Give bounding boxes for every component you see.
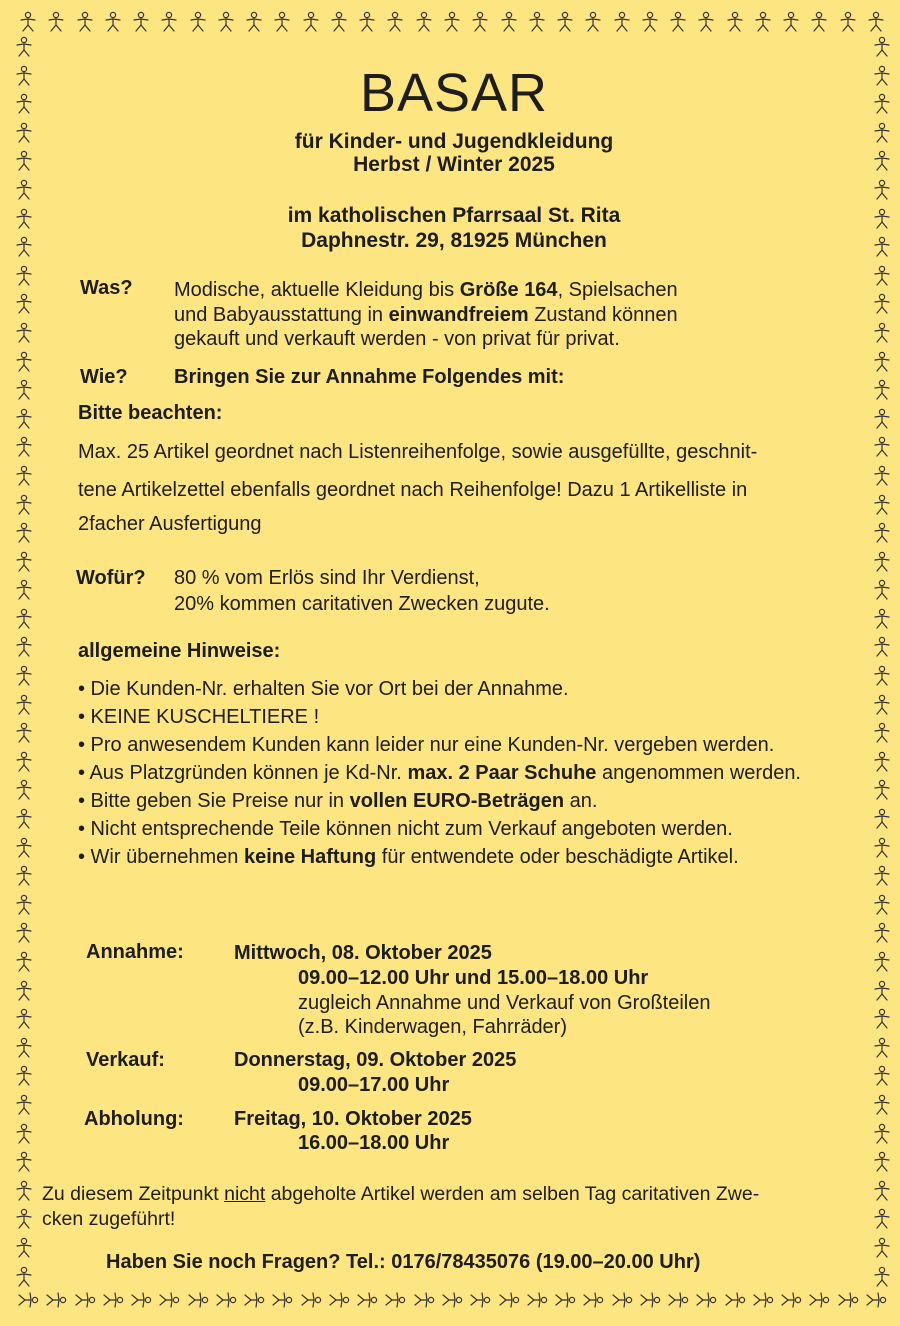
child-figure-icon [872,1037,892,1059]
child-figure-icon [872,1151,892,1173]
child-figure-icon [14,636,34,658]
abholung-time: 16.00–18.00 Uhr [298,1132,450,1154]
child-figure-icon [872,1266,892,1288]
child-figure-icon [46,11,66,33]
child-figure-icon [872,779,892,801]
child-figure-icon [14,408,34,430]
child-figure-icon [872,522,892,544]
child-figure-icon [612,11,632,33]
child-figure-icon [872,951,892,973]
child-figure-icon [872,1208,892,1230]
venue-line-2: Daphnestr. 29, 81925 München [301,229,607,252]
child-figure-icon [611,1290,633,1310]
note-line-2: tene Artikelzettel ebenfalls geordnet nach Reihenfolge! Dazu 1 Artikelliste in [78,479,748,501]
child-figure-icon [244,11,264,33]
child-figure-icon [14,837,34,859]
child-figure-icon [872,894,892,916]
child-figure-icon [188,11,208,33]
child-figure-icon [527,11,547,33]
child-figure-icon [14,1151,34,1173]
child-figure-icon [809,11,829,33]
wofuer-line-2: 20% kommen caritativen Zwecken zugute. [174,593,550,615]
child-figure-icon [75,11,95,33]
child-figure-icon [14,951,34,973]
list-item: • Aus Platzgründen können je Kd-Nr. max. 2 Paar Schuhe angenommen werden. [78,762,801,784]
child-figure-icon [243,1290,265,1310]
child-figure-icon [639,1290,661,1310]
contact-line: Haben Sie noch Fragen? Tel.: 0176/78435076 (19.00–20.00 Uhr) [106,1251,701,1273]
child-figure-icon [872,1094,892,1116]
child-figure-icon [14,865,34,887]
child-figure-icon [695,1290,717,1310]
child-figure-icon [215,1290,237,1310]
child-figure-icon [357,11,377,33]
child-figure-icon [14,1037,34,1059]
child-figure-icon [300,1290,322,1310]
child-figure-icon [872,1008,892,1030]
child-figure-icon [872,665,892,687]
child-figure-icon [752,1290,774,1310]
child-figure-icon [838,11,858,33]
child-figure-icon [872,351,892,373]
child-figure-icon [583,11,603,33]
list-item: • Bitte geben Sie Preise nur in vollen EURO-Beträgen an. [78,790,598,812]
child-figure-icon [328,1290,350,1310]
wofuer-label: Wofür? [76,567,146,589]
child-figure-icon [441,1290,463,1310]
child-figure-icon [724,1290,746,1310]
child-figure-icon [14,1123,34,1145]
child-figure-icon [14,1094,34,1116]
child-figure-icon [14,494,34,516]
hinweise-list [78,677,858,869]
child-figure-icon [301,11,321,33]
child-figure-icon [499,11,519,33]
child-figure-icon [14,265,34,287]
child-figure-icon [872,980,892,1002]
child-figure-icon [216,11,236,33]
child-figure-icon [469,1290,491,1310]
child-figure-icon [14,579,34,601]
child-figure-icon [526,1290,548,1310]
child-figure-icon [158,1290,180,1310]
note-line-1: Max. 25 Artikel geordnet nach Listenreihenfolge, sowie ausgefüllte, geschnit- [78,441,758,463]
was-line-3: gekauft und verkauft werden - von privat für privat. [174,328,620,350]
child-figure-icon [131,11,151,33]
child-figure-icon [18,11,38,33]
child-figure-icon [808,1290,830,1310]
annahme-label: Annahme: [86,941,184,963]
child-figure-icon [872,179,892,201]
child-figure-icon [384,1290,406,1310]
list-item: • Die Kunden-Nr. erhalten Sie vor Ort bei der Annahme. [78,678,569,700]
list-item: • Pro anwesendem Kunden kann leider nur eine Kunden-Nr. vergeben werden. [78,734,775,756]
child-figure-icon [872,837,892,859]
child-figure-icon [329,11,349,33]
child-figure-icon [187,1290,209,1310]
list-item: • KEINE KUSCHELTIERE ! [78,706,320,728]
child-figure-icon [14,522,34,544]
child-figure-icon [14,436,34,458]
child-figure-icon [14,1237,34,1259]
child-figure-icon [14,1208,34,1230]
child-figure-icon [159,11,179,33]
child-figure-icon [696,11,716,33]
abholung-date: Freitag, 10. Oktober 2025 [234,1108,472,1130]
child-figure-icon [356,1290,378,1310]
child-figure-icon [554,1290,576,1310]
verkauf-time: 09.00–17.00 Uhr [298,1074,450,1096]
wie-text: Bringen Sie zur Annahme Folgendes mit: [174,366,565,388]
child-figure-icon [14,551,34,573]
child-figure-icon [385,11,405,33]
child-figure-icon [872,494,892,516]
child-figure-icon [872,265,892,287]
child-figure-icon [872,808,892,830]
child-figure-icon [582,1290,604,1310]
child-figure-icon [14,751,34,773]
child-figure-icon [872,865,892,887]
page-title: BASAR [359,63,549,123]
child-figure-icon [640,11,660,33]
wie-label: Wie? [80,366,128,388]
child-figure-icon [872,1237,892,1259]
child-figure-icon [872,751,892,773]
child-figure-icon [498,1290,520,1310]
annahme-note-1: zugleich Annahme und Verkauf von Großteilen [298,992,711,1014]
child-figure-icon [872,1065,892,1087]
child-figure-icon [837,1290,859,1310]
child-figure-icon [872,408,892,430]
note-heading: Bitte beachten: [78,402,223,424]
child-figure-icon [14,179,34,201]
child-figure-icon [667,1290,689,1310]
border-bottom [18,1288,886,1312]
child-figure-icon [725,11,745,33]
child-figure-icon [14,665,34,687]
child-figure-icon [872,608,892,630]
child-figure-icon [14,465,34,487]
border-top [18,10,886,34]
child-figure-icon [14,608,34,630]
child-figure-icon [753,11,773,33]
child-figure-icon [865,1290,887,1310]
child-figure-icon [668,11,688,33]
child-figure-icon [14,722,34,744]
child-figure-icon [872,1180,892,1202]
verkauf-label: Verkauf: [86,1049,165,1071]
child-figure-icon [866,11,886,33]
subtitle-line-2: Herbst / Winter 2025 [353,153,555,176]
child-figure-icon [470,11,490,33]
hinweise-heading: allgemeine Hinweise: [78,640,281,662]
child-figure-icon [103,11,123,33]
footer-note-1: Zu diesem Zeitpunkt nicht abgeholte Artikel werden am selben Tag caritativen Zwe- [42,1183,760,1205]
child-figure-icon [872,579,892,601]
child-figure-icon [271,1290,293,1310]
child-figure-icon [14,293,34,315]
child-figure-icon [872,636,892,658]
child-figure-icon [872,379,892,401]
child-figure-icon [45,1290,67,1310]
child-figure-icon [14,36,34,58]
child-figure-icon [14,322,34,344]
child-figure-icon [14,1008,34,1030]
child-figure-icon [14,922,34,944]
child-figure-icon [872,694,892,716]
child-figure-icon [14,694,34,716]
was-line-2: und Babyausstattung in einwandfreiem Zustand können [174,304,678,326]
child-figure-icon [74,1290,96,1310]
list-item: • Wir übernehmen keine Haftung für entwendete oder beschädigte Artikel. [78,846,739,868]
child-figure-icon [14,1180,34,1202]
child-figure-icon [555,11,575,33]
child-figure-icon [872,36,892,58]
child-figure-icon [14,894,34,916]
child-figure-icon [17,1290,39,1310]
child-figure-icon [872,436,892,458]
child-figure-icon [413,1290,435,1310]
annahme-date: Mittwoch, 08. Oktober 2025 [234,942,492,964]
child-figure-icon [872,922,892,944]
child-figure-icon [872,1123,892,1145]
child-figure-icon [102,1290,124,1310]
child-figure-icon [14,351,34,373]
child-figure-icon [14,1266,34,1288]
annahme-time: 09.00–12.00 Uhr und 15.00–18.00 Uhr [298,967,649,989]
child-figure-icon [872,551,892,573]
child-figure-icon [14,1065,34,1087]
wofuer-line-1: 80 % vom Erlös sind Ihr Verdienst, [174,567,480,589]
abholung-label: Abholung: [84,1108,184,1130]
list-item: • Nicht entsprechende Teile können nicht zum Verkauf angeboten werden. [78,818,733,840]
child-figure-icon [872,722,892,744]
child-figure-icon [130,1290,152,1310]
was-line-1: Modische, aktuelle Kleidung bis Größe 164, Spielsachen [174,279,678,301]
child-figure-icon [14,779,34,801]
footer-note-2: cken zugeführt! [42,1208,176,1230]
child-figure-icon [781,11,801,33]
venue-line-1: im katholischen Pfarrsaal St. Rita [287,204,621,227]
child-figure-icon [14,980,34,1002]
child-figure-icon [872,465,892,487]
child-figure-icon [872,293,892,315]
child-figure-icon [14,808,34,830]
verkauf-date: Donnerstag, 09. Oktober 2025 [234,1049,517,1071]
was-label: Was? [80,277,133,299]
child-figure-icon [780,1290,802,1310]
annahme-note-2: (z.B. Kinderwagen, Fahrräder) [298,1016,568,1038]
child-figure-icon [872,322,892,344]
child-figure-icon [442,11,462,33]
subtitle-line-1: für Kinder- und Jugendkleidung [294,130,614,153]
note-line-3: 2facher Ausfertigung [78,513,262,535]
child-figure-icon [414,11,434,33]
child-figure-icon [14,379,34,401]
child-figure-icon [272,11,292,33]
